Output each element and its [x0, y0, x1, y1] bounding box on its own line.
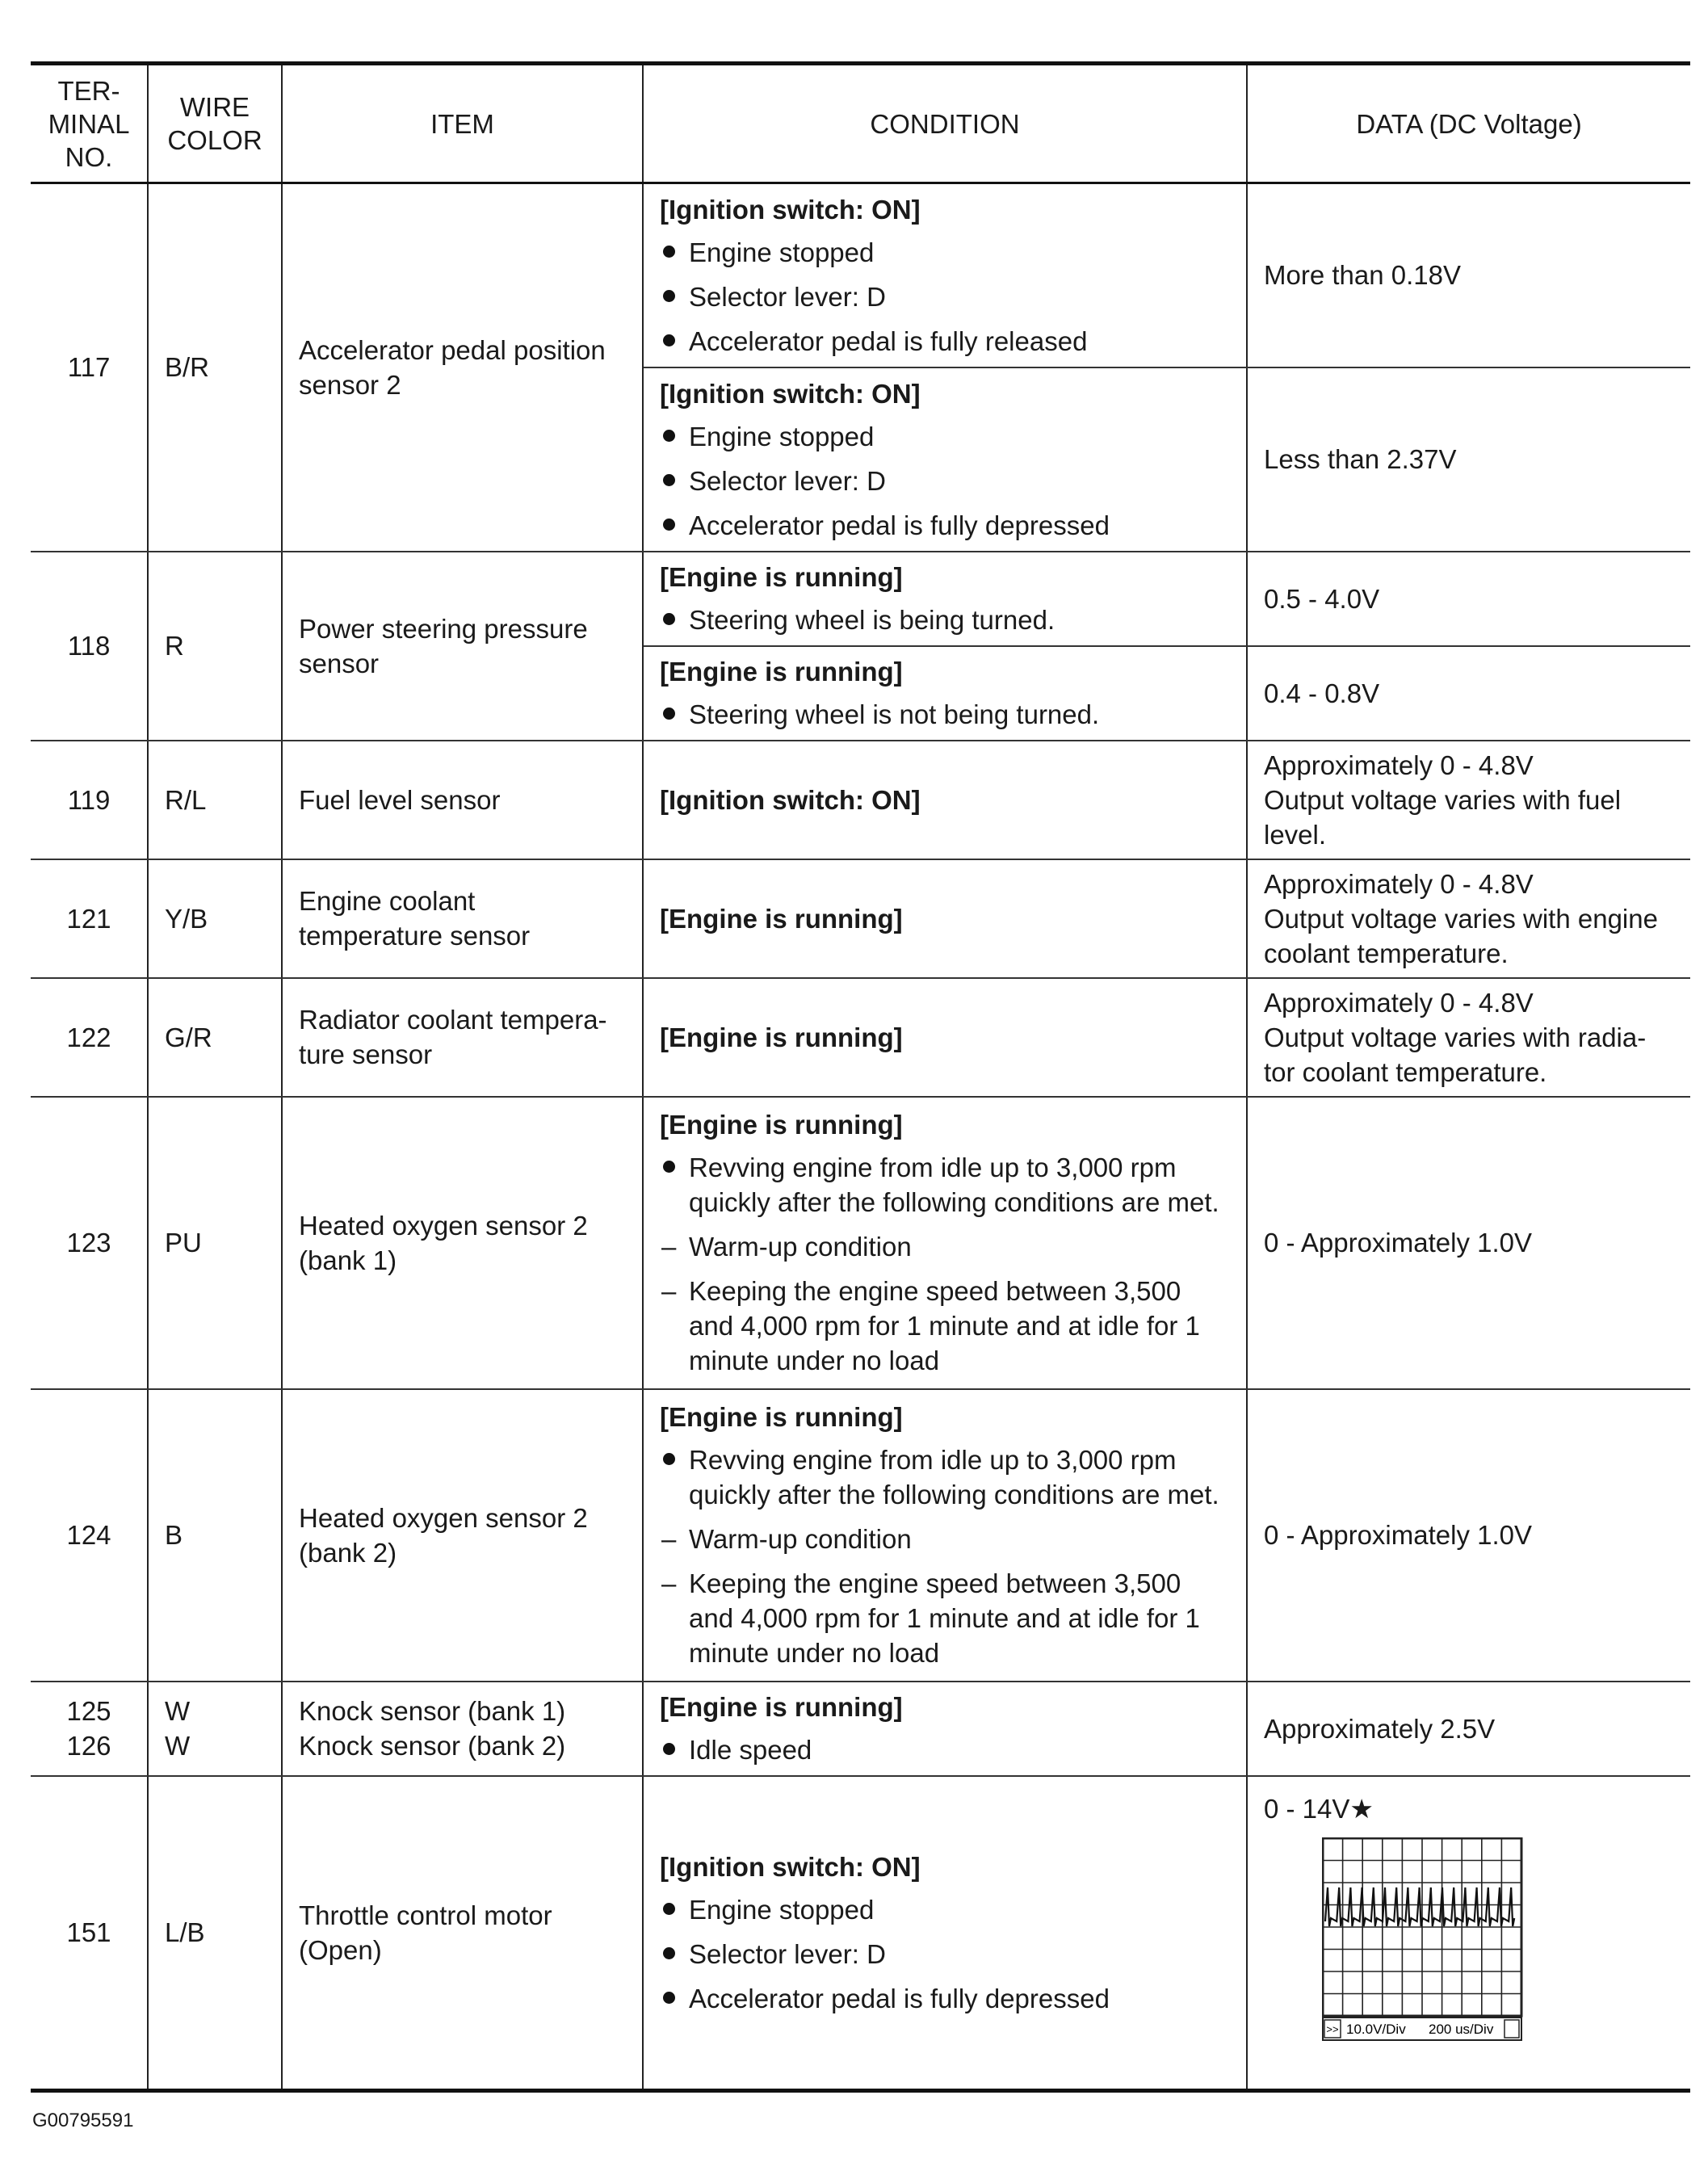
item-name: Throttle control motor (Open) [282, 1776, 643, 2091]
table-row [31, 183, 1690, 367]
data-note: Output voltage varies with fuel level. [1264, 784, 1622, 850]
data-cell [1247, 1776, 1690, 2091]
condition-cell [643, 978, 1247, 1097]
scope-mode-icon: >> [1326, 2022, 1339, 2035]
condition-bullet: Revving engine from idle up to 3,000 rpm quickly after the following conditions are met. [660, 1442, 1230, 1512]
table-row [31, 741, 1690, 859]
condition-title: [Engine is running] [660, 562, 903, 592]
wire-color: PU [148, 1097, 282, 1389]
table-row [31, 1776, 1690, 2091]
condition-bullet: Selector lever: D [660, 464, 1230, 498]
condition-bullet: Accelerator pedal is fully released [660, 324, 1230, 359]
wire-color: G/R [148, 978, 282, 1097]
terminal-no: 121 [31, 859, 148, 978]
condition-bullet: Selector lever: D [660, 279, 1230, 314]
terminal-no-b: 126 [66, 1731, 111, 1761]
terminal-no: 118 [31, 552, 148, 741]
header-item: ITEM [282, 64, 643, 183]
condition-dash-item: – Warm-up condition [660, 1522, 1230, 1556]
item-name: Radiator coolant tempera-ture sensor [282, 978, 643, 1097]
data-note: Output voltage varies with engine coolant temperature. [1264, 903, 1658, 968]
header-data: DATA (DC Voltage) [1247, 64, 1690, 183]
data-cell [1247, 859, 1690, 978]
wire-color: R/L [148, 741, 282, 859]
condition-title: [Ignition switch: ON] [660, 784, 921, 815]
condition-dash-item: – Keeping the engine speed between 3,500 and 4,000 rpm for 1 minute and at idle for 1 minute under no load [660, 1274, 1230, 1378]
condition-title: [Engine is running] [660, 1692, 903, 1722]
condition-bullet: Steering wheel is being turned. [660, 603, 1230, 637]
table-row [31, 859, 1690, 978]
data-value: Less than 2.37V [1247, 367, 1690, 552]
wire-color-a: W [165, 1696, 191, 1726]
item-name: Accelerator pedal position sensor 2 [282, 183, 643, 552]
table-header-row [31, 64, 1690, 183]
condition-cell [643, 859, 1247, 978]
terminal-no [31, 1682, 148, 1776]
table-row [31, 552, 1690, 646]
wire-color: Y/B [148, 859, 282, 978]
table-row [31, 1682, 1690, 1776]
terminal-no: 151 [31, 1776, 148, 2091]
terminal-no-a: 125 [66, 1696, 111, 1726]
condition-bullet: Engine stopped [660, 1892, 1230, 1927]
condition-bullet: Engine stopped [660, 235, 1230, 270]
condition-dash-item: – Warm-up condition [660, 1229, 1230, 1264]
terminal-no: 123 [31, 1097, 148, 1389]
wire-color [148, 1682, 282, 1776]
condition-cell [643, 1389, 1247, 1682]
scope-voltage-division: 10.0V/Div [1346, 2021, 1406, 2037]
waveform-trace [1325, 1887, 1514, 1926]
condition-cell [643, 183, 1247, 367]
terminal-no: 124 [31, 1389, 148, 1682]
data-value: Approximately 0 - 4.8V [1264, 749, 1534, 780]
data-value: Approximately 0 - 4.8V [1264, 868, 1534, 899]
terminal-no: 119 [31, 741, 148, 859]
data-value: More than 0.18V [1247, 183, 1690, 367]
data-cell [1247, 741, 1690, 859]
header-condition: CONDITION [643, 64, 1247, 183]
condition-bullet: Idle speed [660, 1732, 1230, 1767]
data-cell [1247, 978, 1690, 1097]
item-name: Heated oxygen sensor 2 (bank 1) [282, 1097, 643, 1389]
condition-title: [Ignition switch: ON] [660, 194, 921, 225]
condition-title: [Engine is running] [660, 1402, 903, 1432]
condition-cell [643, 552, 1247, 646]
condition-cell [643, 367, 1247, 552]
condition-cell [643, 1097, 1247, 1389]
item-name: Engine coolant temperature sensor [282, 859, 643, 978]
condition-cell [643, 1776, 1247, 2091]
item-name-a: Knock sensor (bank 1) [299, 1696, 566, 1726]
table-row [31, 1389, 1690, 1682]
condition-cell [643, 741, 1247, 859]
condition-title: [Ignition switch: ON] [660, 378, 921, 409]
item-name: Power steering pressure sensor [282, 552, 643, 741]
item-name: Fuel level sensor [282, 741, 643, 859]
wire-color: B/R [148, 183, 282, 552]
condition-bullet: Engine stopped [660, 419, 1230, 454]
document [31, 61, 1690, 2093]
item-name: Heated oxygen sensor 2 (bank 2) [282, 1389, 643, 1682]
data-value: 0 - Approximately 1.0V [1247, 1389, 1690, 1682]
data-value: 0 - Approximately 1.0V [1247, 1097, 1690, 1389]
terminal-no: 117 [31, 183, 148, 552]
data-value: 0.4 - 0.8V [1247, 646, 1690, 741]
table-row [31, 978, 1690, 1097]
scope-grid [1323, 1838, 1521, 2016]
condition-bullet: Selector lever: D [660, 1937, 1230, 1971]
item-name-b: Knock sensor (bank 2) [299, 1731, 566, 1761]
wire-color-b: W [165, 1731, 191, 1761]
condition-bullet: Revving engine from idle up to 3,000 rpm quickly after the following conditions are met. [660, 1150, 1230, 1220]
terminal-data-table [31, 61, 1690, 2093]
wire-color: L/B [148, 1776, 282, 2091]
header-terminal-no: TER- MINAL NO. [31, 64, 148, 183]
scope-time-division: 200 us/Div [1429, 2021, 1494, 2037]
figure-code: G00795591 [32, 2110, 134, 2131]
condition-cell [643, 646, 1247, 741]
condition-title: [Engine is running] [660, 1022, 903, 1052]
condition-title: [Engine is running] [660, 903, 903, 934]
condition-title: [Ignition switch: ON] [660, 1851, 921, 1882]
condition-bullet: Accelerator pedal is fully depressed [660, 508, 1230, 543]
item-name [282, 1682, 643, 1776]
data-value: Approximately 0 - 4.8V [1264, 987, 1534, 1018]
condition-bullet: Accelerator pedal is fully depressed [660, 1981, 1230, 2016]
condition-title: [Engine is running] [660, 1110, 903, 1140]
scope-status-bar [1323, 2018, 1521, 2040]
condition-bullet: Steering wheel is not being turned. [660, 697, 1230, 732]
table-row [31, 1097, 1690, 1389]
terminal-no: 122 [31, 978, 148, 1097]
data-value: Approximately 2.5V [1247, 1682, 1690, 1776]
data-value: 0 - 14V★ [1264, 1793, 1374, 1824]
wire-color: B [148, 1389, 282, 1682]
condition-dash-item: – Keeping the engine speed between 3,500 and 4,000 rpm for 1 minute and at idle for 1 minute under no load [660, 1566, 1230, 1670]
header-wire-color: WIRE COLOR [148, 64, 282, 183]
data-note: Output voltage varies with radia-tor coolant temperature. [1264, 1022, 1647, 1087]
wire-color: R [148, 552, 282, 741]
oscilloscope-waveform-diagram [1322, 1837, 1524, 2051]
condition-title: [Engine is running] [660, 657, 903, 687]
condition-cell [643, 1682, 1247, 1776]
data-value: 0.5 - 4.0V [1247, 552, 1690, 646]
